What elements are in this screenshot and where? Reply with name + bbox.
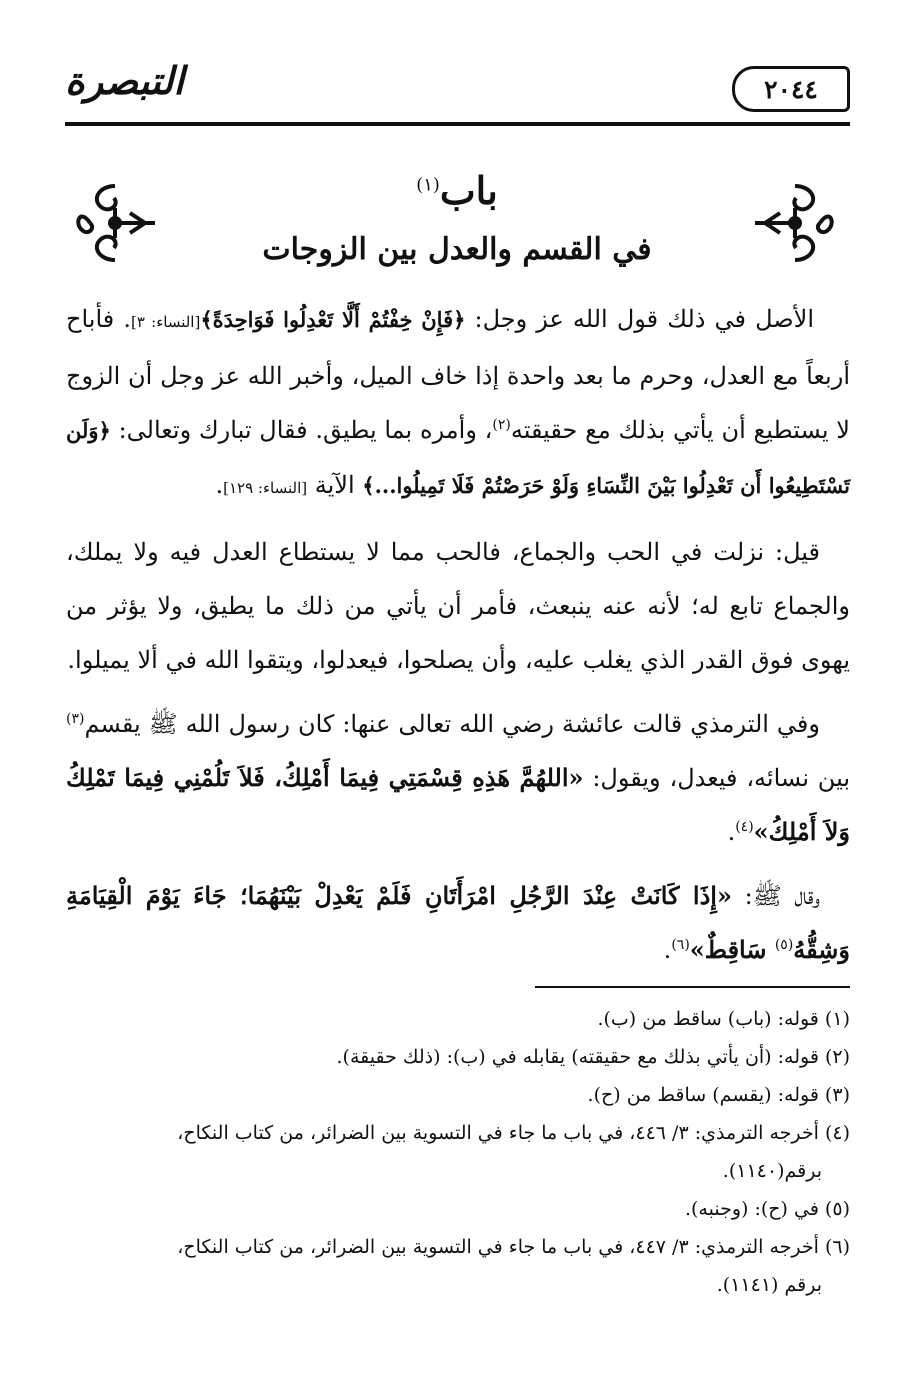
text-run: بين نسائه، فيعدل، ويقول: — [583, 764, 851, 792]
chapter-label-text: باب — [439, 168, 498, 213]
text-run: . فأباح أربعاً مع العدل، وحرم ما بعد واحدة إذا خاف الميل، وأخبر الله عز وجل أن الزوج لا يستطيع أن يأتي بذلك مع حقيقته — [66, 305, 850, 444]
footnote-marker: (٢) — [492, 417, 511, 433]
footnote — [66, 1000, 850, 1038]
page-header — [65, 52, 850, 130]
text-run: الأصل في ذلك قول الله عز وجل: — [465, 305, 815, 333]
paragraph — [66, 525, 850, 687]
paragraph — [66, 697, 850, 859]
text-run: . — [727, 818, 736, 846]
chapter-label — [0, 168, 914, 213]
footnote-marker: (١) — [416, 174, 440, 196]
page-number: ٢٠٤٤ — [764, 74, 818, 104]
text-run: وفي الترمذي قالت عائشة رضي الله تعالى عنها: كان رسول الله ﷺ يقسم — [84, 710, 820, 738]
hadith-quote: «اللهُمَّ هَذِهِ قِسْمَتِي فِيمَا أَمْلِكُ، فَلاَ تَلُمْنِي فِيمَا تَمْلِكُ وَلاَ أَمْلِكُ» — [66, 763, 850, 846]
footnote-text: (٣) قوله: (يقسم) ساقط من (ح). — [587, 1084, 850, 1106]
hadith-quote: «إِذَا كَانَتْ عِنْدَ الرَّجُلِ امْرَأَتَانِ فَلَمْ يَعْدِلْ بَيْنَهُمَا؛ جَاءَ يَوْمَ الْقِيَامَةِ وَشِقُّهُ — [66, 881, 850, 964]
footnote-text: (٥) في (ح): (وجنبه). — [684, 1198, 850, 1220]
footnote-marker: (٤) — [735, 819, 754, 835]
text-run: . — [663, 936, 672, 964]
text-run: . — [215, 471, 224, 499]
footnote-separator — [535, 986, 850, 988]
verse-reference: [النساء: ٣] — [131, 313, 201, 331]
footnote — [66, 1038, 850, 1076]
footnote-marker: (٥) — [774, 937, 794, 953]
page-number-badge — [732, 66, 850, 112]
footnote-text: (١) قوله: (باب) ساقط من (ب). — [597, 1008, 850, 1030]
footnote-text: (٤) أخرجه الترمذي: ٣/ ٤٤٦، في باب ما جاء في التسوية بين الضرائر، من كتاب النكاح، — [177, 1122, 850, 1144]
paragraph — [66, 869, 850, 977]
body-text — [66, 292, 850, 987]
quran-verse: ﴿وَلَن تَسْتَطِيعُوا أَن تَعْدِلُوا بَيْنَ النِّسَاءِ وَلَوْ حَرَصْتُمْ فَلَا تَمِيلُوا...﴾ — [66, 418, 850, 498]
footnote-marker: (٣) — [66, 711, 85, 727]
paragraph — [66, 292, 850, 515]
text-run: قيل: نزلت في الحب والجماع، فالحب مما لا يستطاع العدل فيه ولا يملك، والجماع تابع له؛ لأنه عنه ينبعث، فأمر أن يأتي من ذلك ما يطيق، ولا يؤثر من يهوى فوق القدر الذي يغلب عليه، وأن يصلحوا، فيعدلوا، ويتقوا الله في ألا يميلوا. — [66, 538, 850, 674]
verse-reference: [النساء: ١٢٩] — [223, 479, 308, 497]
book-title: التبصرة — [65, 58, 184, 103]
footnote-text: (٦) أخرجه الترمذي: ٣/ ٤٤٧، في باب ما جاء في التسوية بين الضرائر، من كتاب النكاح، — [177, 1236, 850, 1258]
footnote-continuation: برقم (١١٤١). — [716, 1274, 822, 1296]
text-run: الآية — [307, 471, 363, 499]
header-rule — [65, 122, 850, 126]
text-run: ، وأمره بما يطيق. فقال تبارك وتعالى: — [110, 416, 493, 444]
footnote — [66, 1190, 850, 1228]
footnote — [66, 1228, 850, 1304]
footnote-marker: (٦) — [671, 937, 690, 953]
text-run: وقال ﷺ: — [731, 882, 820, 910]
footnotes — [66, 1000, 850, 1304]
footnote — [66, 1076, 850, 1114]
footnote — [66, 1114, 850, 1190]
footnote-continuation: برقم(١١٤٠). — [722, 1160, 822, 1182]
hadith-quote: سَاقِطٌ» — [689, 935, 775, 964]
quran-verse: ﴿فَإِنْ خِفْتُمْ أَلَّا تَعْدِلُوا فَوَاحِدَةً﴾ — [200, 307, 466, 332]
chapter-title: في القسم والعدل بين الزوجات — [262, 232, 652, 267]
footnote-text: (٢) قوله: (أن يأتي بذلك مع حقيقته) يقابله في (ب): (ذلك حقيقة). — [336, 1046, 850, 1068]
